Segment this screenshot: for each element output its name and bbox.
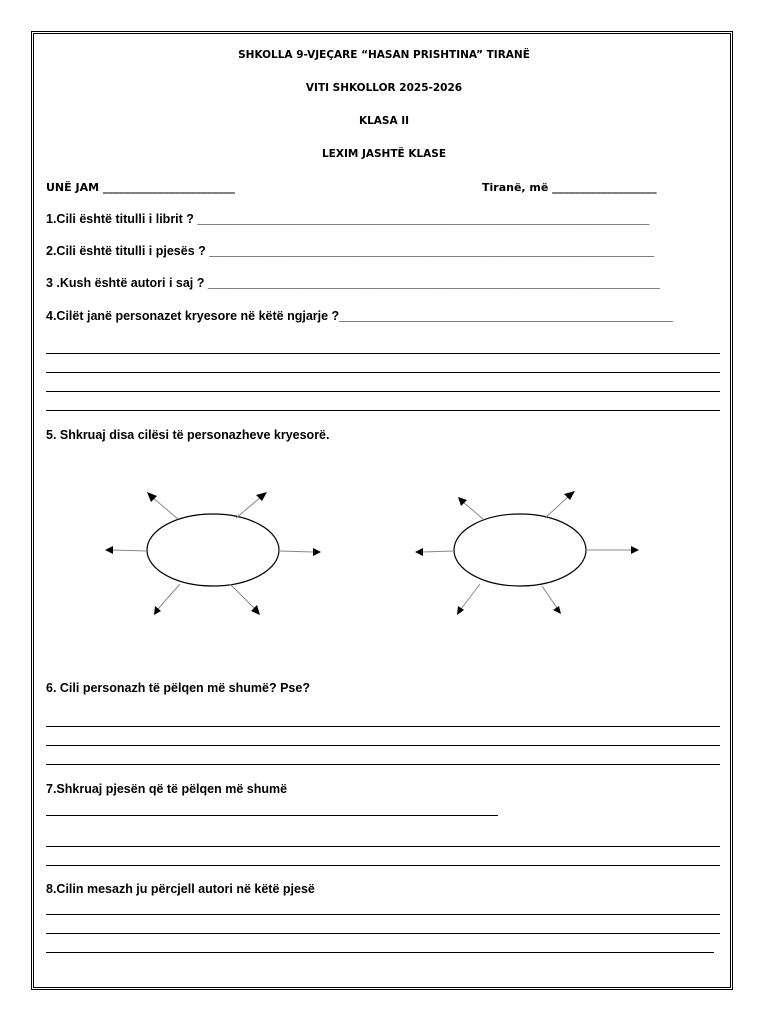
answer-line[interactable] xyxy=(46,846,720,847)
question-3[interactable]: 3 .Kush është autori i saj ? _________________________________________________________________ xyxy=(46,276,660,290)
answer-line[interactable] xyxy=(46,815,498,816)
character-oval xyxy=(147,514,279,586)
student-name-field[interactable]: UNË JAM ________________________ xyxy=(46,181,235,194)
answer-line[interactable] xyxy=(46,933,720,934)
trait-diagram-right xyxy=(415,491,639,615)
question-1[interactable]: 1.Cili është titulli i librit ? _________________________________________________________________ xyxy=(46,212,650,226)
question-2[interactable]: 2.Cili është titulli i pjesës ? ________________________________________________________________ xyxy=(46,244,655,258)
question-7[interactable]: 7.Shkruaj pjesën që të pëlqen më shumë xyxy=(46,782,288,796)
answer-line[interactable] xyxy=(46,952,714,953)
trait-diagram-left xyxy=(105,492,321,615)
answer-line[interactable] xyxy=(46,726,720,727)
date-field[interactable]: Tiranë, më ___________________ xyxy=(482,181,657,194)
class-title: KLASA II xyxy=(358,115,410,127)
answer-line[interactable] xyxy=(46,865,720,866)
question-5: 5. Shkruaj disa cilësi të personazheve kryesorë. xyxy=(46,428,330,442)
character-oval xyxy=(454,514,586,586)
question-8[interactable]: 8.Cilin mesazh ju përcjell autori në këtë pjesë xyxy=(46,882,315,896)
subject-title: LEXIM JASHTË KLASE xyxy=(321,148,447,160)
answer-line[interactable] xyxy=(46,914,720,915)
question-6[interactable]: 6. Cili personazh të pëlqen më shumë? Pse? xyxy=(46,681,310,695)
school-name: SHKOLLA 9-VJEÇARE “HASAN PRISHTINA” TIRANË xyxy=(238,49,530,61)
answer-line[interactable] xyxy=(46,764,720,765)
school-year: VITI SHKOLLOR 2025-2026 xyxy=(305,82,463,94)
question-4[interactable]: 4.Cilët janë personazet kryesore në këtë ngjarje ?________________________________________________ xyxy=(46,309,673,323)
answer-line[interactable] xyxy=(46,745,720,746)
